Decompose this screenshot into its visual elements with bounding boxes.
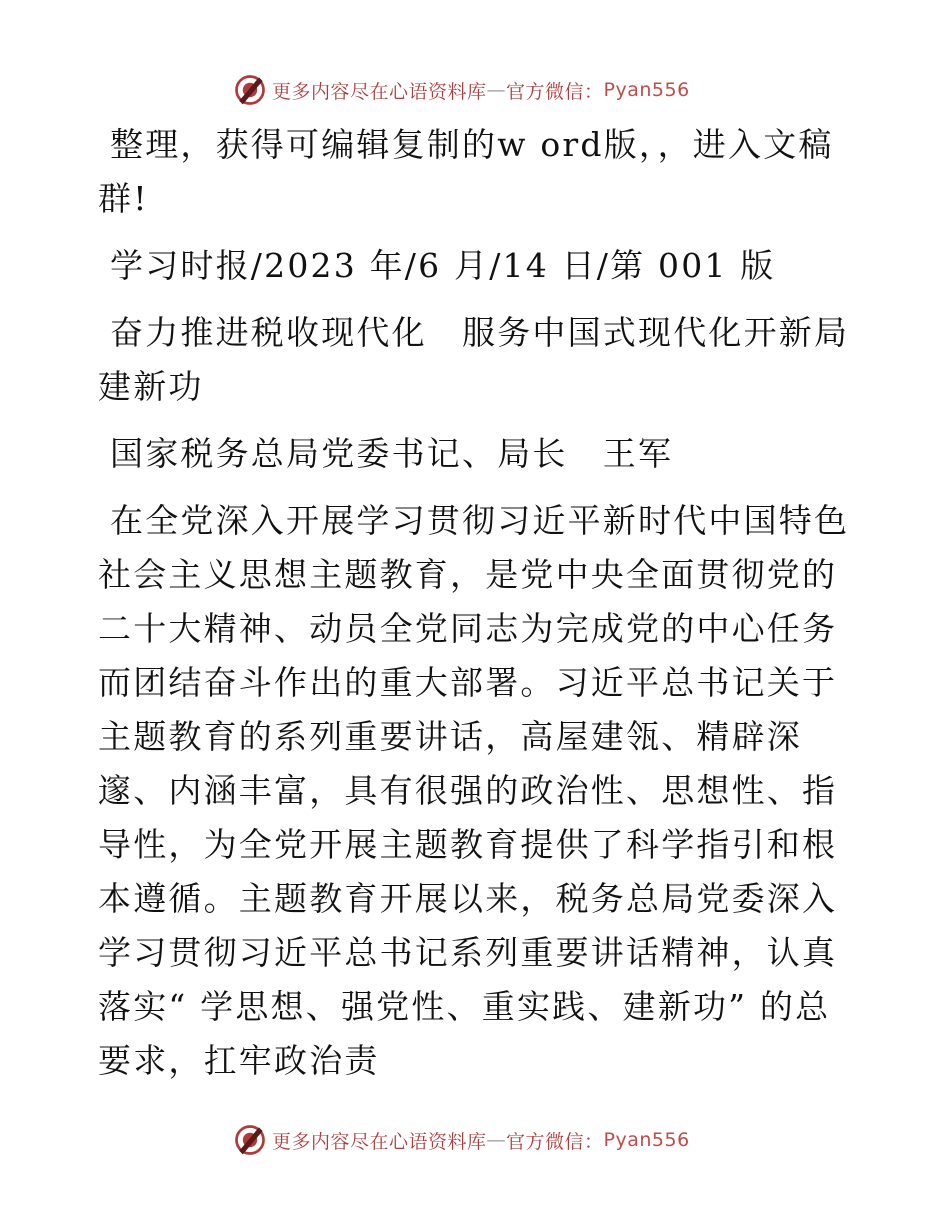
watermark-footer (232, 1120, 712, 1160)
watermark-wechat-label: 官方微信： (506, 80, 604, 103)
watermark-text: 更多内容尽在心语资料库 (272, 80, 487, 103)
document-body (98, 118, 858, 1088)
watermark-text: 更多内容尽在心语资料库 (272, 1130, 487, 1153)
source-line: 学习时报/2023 年/6 月/14 日/第 001 版 (110, 246, 776, 285)
pen-logo-icon (232, 1122, 268, 1158)
body-paragraph: 在全党深入开展学习贯彻习近平新时代中国特色社会主义思想主题教育，是党中央全面贯彻党的二十大精神、动员全党同志为完成党的中心任务而团结奋斗作出的重大部署。习近平总书记关于主题教育的系列重要讲话，高屋建瓴、精辟深邃、内涵丰富，具有很强的政治性、思想性、指导性，为全党开展主题教育提供了科学指引和根本遵循。主题教育开展以来，税务总局党委深入学习贯彻习近平总书记系列重要讲话精神，认真落实“ 学思想、强党性、重实践、建新功” 的总要求，扛牢政治责 (98, 501, 850, 1080)
intro-paragraph: 整理，获得可编辑复制的w ord版，，进入文稿群! (98, 125, 834, 218)
watermark-dash: — (486, 79, 507, 101)
watermark-wechat-label: 官方微信： (506, 1130, 604, 1153)
watermark-wechat-id: Pyan556 (603, 1129, 690, 1151)
article-title: 奋力推进税收现代化 服务中国式现代化开新局建新功 (98, 313, 850, 406)
watermark-header (232, 70, 712, 110)
watermark-dash: — (486, 1129, 507, 1151)
watermark-wechat-id: Pyan556 (603, 79, 690, 101)
author-line: 国家税务总局党委书记、局长 王军 (110, 434, 674, 473)
pen-logo-icon (232, 72, 268, 108)
